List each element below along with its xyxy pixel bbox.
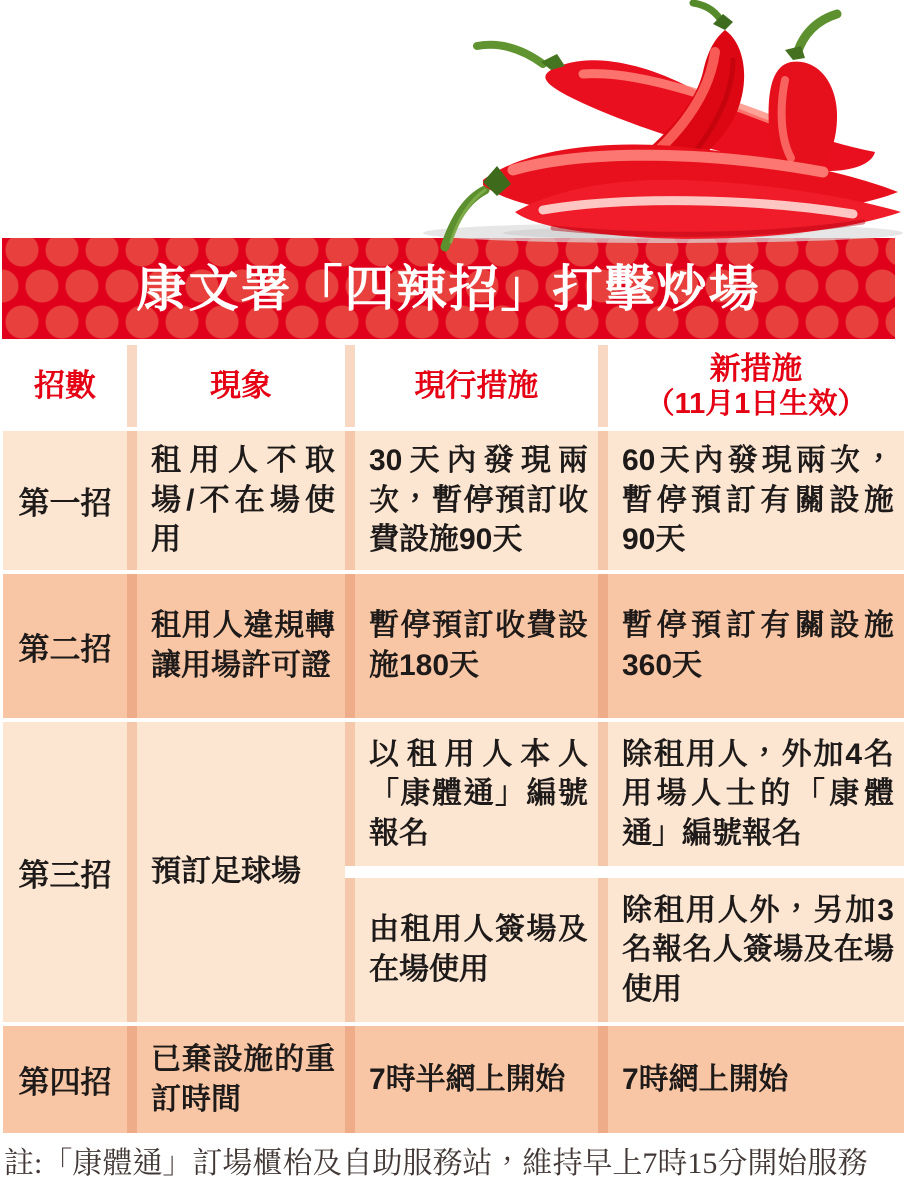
current-measure-cell: 由租用人簽場及在場使用 bbox=[345, 878, 598, 1022]
current-measure-cell: 暫停預訂收費設施180天 bbox=[345, 574, 598, 718]
footnote: 註:「康體通」訂場櫃枱及自助服務站，維持早上7時15分開始服務 bbox=[4, 1147, 868, 1180]
pepper-short bbox=[769, 14, 837, 176]
phenomenon-cell: 已棄設施的重訂時間 bbox=[127, 1026, 345, 1133]
new-measure-cell: 暫停預訂有關設施360天 bbox=[598, 574, 904, 718]
measure-cell: 第一招 bbox=[3, 431, 127, 570]
new-measure-cell: 7時網上開始 bbox=[598, 1026, 904, 1133]
column-header-new bbox=[598, 345, 904, 427]
new-measure-cell: 除租用人，外加4名用場人士的「康體通」編號報名 bbox=[598, 722, 904, 866]
measure-cell: 第三招 bbox=[3, 722, 127, 1022]
new-measure-cell: 60天內發現兩次，暫停預訂有關設施90天 bbox=[598, 431, 904, 570]
title-banner bbox=[2, 238, 895, 339]
chili-peppers-image bbox=[393, 0, 907, 252]
measure-cell: 第四招 bbox=[3, 1026, 127, 1133]
current-measure-cell: 以租用人本人「康體通」編號報名 bbox=[345, 722, 598, 866]
column-header-current: 現行措施 bbox=[345, 345, 598, 427]
current-measure-cell: 7時半網上開始 bbox=[345, 1026, 598, 1133]
phenomenon-cell: 預訂足球場 bbox=[127, 722, 345, 1022]
column-header-phenomenon: 現象 bbox=[127, 345, 345, 427]
header-new-sublabel: （11月1日生效） bbox=[645, 388, 867, 421]
measure-cell: 第二招 bbox=[3, 574, 127, 718]
measures-table bbox=[3, 345, 904, 1133]
header-new-label: 新措施 bbox=[709, 350, 803, 386]
phenomenon-cell: 租用人不取場/不在場使用 bbox=[127, 431, 345, 570]
phenomenon-cell: 租用人違規轉讓用場許可證 bbox=[127, 574, 345, 718]
new-measure-cell: 除租用人外，另加3名報名人簽場及在場使用 bbox=[598, 878, 904, 1022]
current-measure-cell: 30天內發現兩次，暫停預訂收費設施90天 bbox=[345, 431, 598, 570]
page-title: 康文署「四辣招」打擊炒場 bbox=[136, 260, 761, 317]
column-header-measure: 招數 bbox=[3, 345, 127, 427]
